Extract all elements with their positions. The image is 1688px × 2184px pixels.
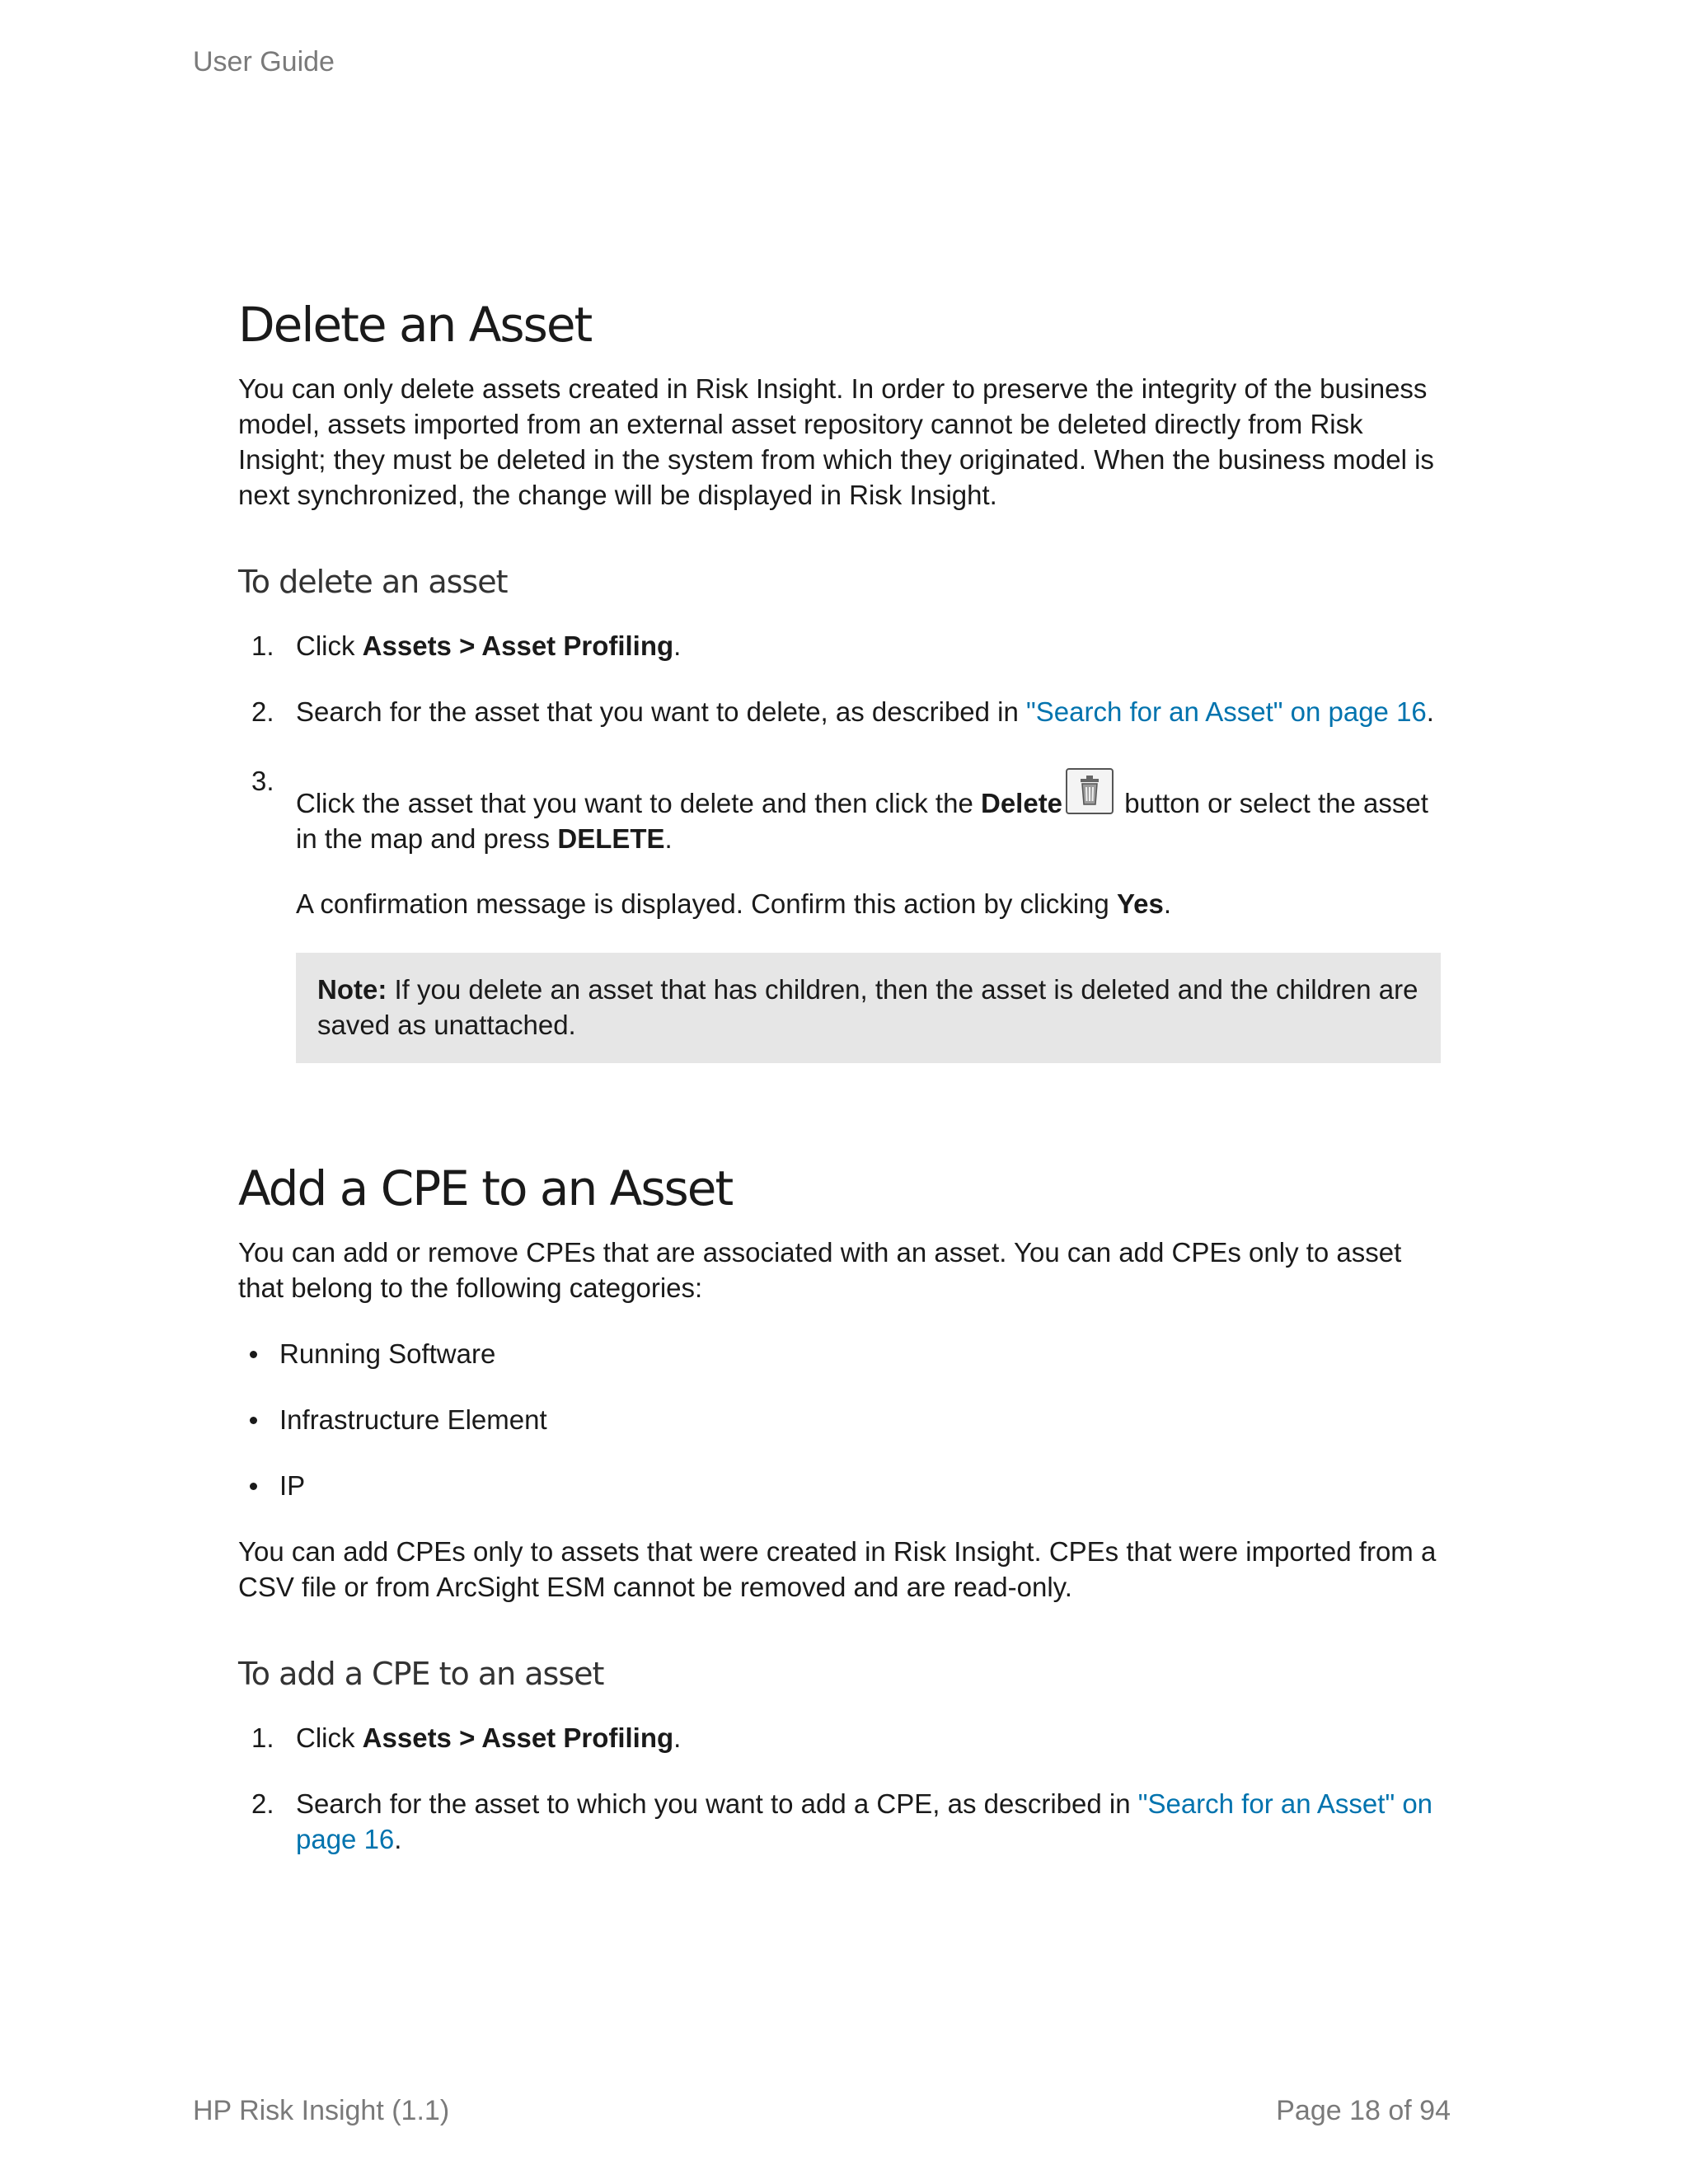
section-title-add-cpe: Add a CPE to an Asset [238,1160,733,1216]
footer-product: HP Risk Insight (1.1) [193,2095,450,2126]
trash-icon [1066,768,1114,814]
procedure-title-delete-asset: To delete an asset [238,564,508,600]
list-item: Running Software [238,1336,1442,1371]
step-text: . [1426,696,1434,727]
procedure-step [238,628,1442,663]
step-text: . [394,1824,402,1854]
procedure-step [238,1786,1442,1857]
section-intro-delete-asset: You can only delete assets created in Risk Insight. In order to preserve the integrity of the business model, assets imported from an external asset repository cannot be deleted directly from Risk Insight; they must be deleted in the system from which they originated. When the business model is next synchronized, the change will be displayed in Risk Insight. [238,373,1434,510]
menu-path: Assets > Asset Profiling [362,1722,674,1753]
step-text: Click the asset that you want to delete and then click the [296,788,981,818]
step-text: Click [296,1722,363,1753]
bullet-icon [250,1483,257,1490]
menu-path: Assets > Asset Profiling [362,630,674,661]
step-text: Search for the asset that you want to delete, as described in [296,696,1027,727]
list-item: IP [238,1468,1442,1503]
note-box [296,953,1441,1063]
step-number: 2. [251,1788,274,1819]
ui-label: Yes [1116,888,1164,919]
bullet-icon [250,1351,257,1358]
procedure-step [238,694,1442,729]
section-intro-add-cpe: You can add or remove CPEs that are associated with an asset. You can add CPEs only to asset that belong to the following categories: [238,1237,1402,1303]
ui-label: Delete [980,788,1063,818]
section-body-add-cpe: You can add CPEs only to assets that were created in Risk Insight. CPEs that were imported from a CSV file or from ArcSight ESM cannot be removed and are read-only. [238,1536,1437,1602]
cross-reference-link[interactable]: "Search for an Asset" on page 16 [1026,696,1427,727]
procedure-step [238,1720,1442,1755]
procedure-title-add-cpe: To add a CPE to an asset [238,1656,604,1692]
running-header: User Guide [193,46,335,77]
footer-page-number: Page 18 of 94 [1276,2095,1451,2126]
procedure-step [238,768,1442,1063]
category-list [238,1336,1442,1503]
step-text: Click [296,630,363,661]
step-text: . [673,630,682,661]
step-text: . [664,823,673,854]
step-text: A confirmation message is displayed. Confirm this action by clicking [296,888,1117,919]
step-number: 1. [251,1722,274,1753]
list-item: Infrastructure Element [238,1402,1442,1437]
page-content [238,297,1442,1857]
step-text: . [1163,888,1172,919]
section-title-delete-asset: Delete an Asset [238,297,592,353]
note-text: If you delete an asset that has children, then the asset is deleted and the children are saved as unattached. [317,974,1418,1040]
step-text: button or select the asset in the map and press [296,788,1428,854]
step-text: Search for the asset to which you want to add a CPE, as described in [296,1788,1138,1819]
step-number: 1. [251,630,274,661]
bullet-icon [250,1417,257,1424]
step-number: 3. [251,766,274,796]
step-text: . [673,1722,682,1753]
cross-reference-link[interactable]: "Search for an Asset" on page 16 [296,1788,1433,1854]
step-number: 2. [251,696,274,727]
key-label: DELETE [557,823,665,854]
note-label: Note: [317,974,387,1005]
procedure-steps-delete-asset [238,628,1442,1063]
procedure-steps-add-cpe [238,1720,1442,1857]
